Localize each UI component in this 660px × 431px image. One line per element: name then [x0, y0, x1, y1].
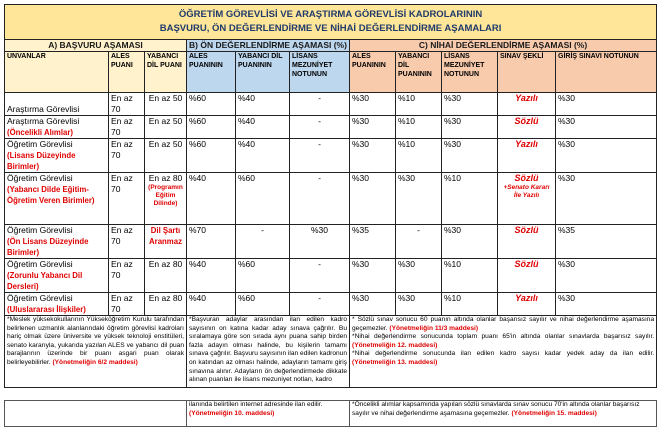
- b-ales-cell: %60: [187, 93, 236, 116]
- header-c-ales: ALES PUANININ: [350, 52, 396, 93]
- exam-type: Sözlü: [514, 225, 539, 235]
- table-row: [5, 116, 657, 139]
- exam-type: Sözlü: [514, 173, 539, 183]
- evaluation-table: [4, 4, 657, 388]
- exam-type: Yazılı: [515, 139, 538, 149]
- continuation-b: ilanında belirtilen internet adresinde ilan edilir. (Yönetmeliğin 10. maddesi): [187, 401, 350, 427]
- note-a: *Meslek yüksekokullarının Yükseköğretim Kurulu tarafından belirlenen uzmanlık alanlarındaki öğretim görevlisi kadroları hariç olmak üzere üniversite ve yüksek teknoloji enstitüleri, senato kararıyla, yukarıda yazılan ALES ve yabancı dil puan barajlarının üzerinde bir puanı asgari puan olarak belirleyebilirler. (Yönetmeliğin 6/2 maddesi): [5, 316, 187, 388]
- c-giris-cell: %30: [556, 93, 657, 116]
- b-ales-cell: %40: [187, 173, 236, 225]
- ydil-cell: En az 50: [145, 116, 187, 139]
- b-ydil-cell: %40: [236, 116, 290, 139]
- c-ales-cell: %30: [350, 293, 396, 316]
- c-ydil-cell: %30: [396, 293, 442, 316]
- note-a-ref: (Yönetmeliğin 6/2 maddesi): [52, 358, 138, 366]
- row-title: Öğretim Görevlisi (Ön Lisans Düzeyinde Birimler): [5, 225, 109, 259]
- note-b: *Başvuran adaylar arasından ilan edilen kadro sayısının on katına kadar aday sınava çağrılır. Bu sıralamaya göre son sırada aynı puana sahip birden fazla adayın olması halinde, bu kişilerin tamamı sınava çağrılır. Başvuru sayısının ilan edilen kadronun on katından az olması halinde, adayların tamamı giriş sınavına alınır. Adayların ön değerlendirmede dikkate alınan puanları ile lisans mezuniyet notları, kadro: [187, 316, 350, 388]
- row-subtitle: (Öncelikli Alımlar): [7, 128, 74, 137]
- b-lisans-cell: -: [290, 173, 350, 225]
- header-c-sinav: SINAV ŞEKLİ: [498, 52, 556, 93]
- b-lisans-cell: %30: [290, 225, 350, 259]
- c-ydil-cell: %30: [396, 173, 442, 225]
- table-row: [5, 225, 657, 259]
- row-title: Öğretim Görevlisi (Lisans Düzeyinde Birimler): [5, 139, 109, 173]
- exam-type: Sözlü: [514, 259, 539, 269]
- c-giris-cell: %30: [556, 293, 657, 316]
- ales-cell: En az 70: [109, 116, 145, 139]
- title-line-1: ÖĞRETİM GÖREVLİSİ VE ARAŞTIRMA GÖREVLİSİ KADROLARININ: [178, 9, 483, 20]
- ydil-cell: Dil Şartı Aranmaz: [145, 225, 187, 259]
- header-unvanlar: UNVANLAR: [5, 52, 109, 93]
- b-ydil-cell: -: [236, 225, 290, 259]
- b-ydil-cell: %60: [236, 259, 290, 293]
- ydil-cell: En az 80: [145, 259, 187, 293]
- c-ydil-cell: %10: [396, 116, 442, 139]
- row-title: Öğretim Görevlisi (Uluslararası İlişkiler): [5, 293, 109, 316]
- ydil-cell: En az 50: [145, 139, 187, 173]
- b-ales-cell: %70: [187, 225, 236, 259]
- row-subtitle: (Lisans Düzeyinde Birimler): [7, 151, 76, 171]
- b-lisans-cell: -: [290, 93, 350, 116]
- continuation-b-ref: (Yönetmeliğin 10. maddesi): [189, 409, 275, 417]
- section-b-heading: B) ÖN DEĞERLENDİRME AŞAMASI (%): [187, 40, 350, 52]
- row-title: Öğretim Görevlisi (Yabancı Dilde Eğitim-Öğretim Veren Birimler): [5, 173, 109, 225]
- c-sinav-cell: [498, 259, 556, 293]
- ales-cell: En az 70: [109, 225, 145, 259]
- table-row: [5, 293, 657, 316]
- ydil-note: (Programın Eğitim Dilinde): [148, 184, 183, 207]
- b-ydil-cell: %60: [236, 293, 290, 316]
- c-ales-cell: %30: [350, 93, 396, 116]
- note-c: * Sözlü sınav sonucu 60 puanın altında olanlar başarısız sayılır ve nihai değerlendirme aşamasına geçemezler. (Yönetmeliğin 11/3 maddesi) *Nihai değerlendirme sonucunda toplam puanı 65'in altında olanlar sınavlarda başarısız sayılır. (Yönetmeliğin 12. maddesi) *Nihai değerlendirme sonucunda ilan edilen kadro sayısı kadar yedek aday da ilan edilir. (Yönetmeliğin 13. maddesi): [350, 316, 657, 388]
- c-sinav-cell: [498, 93, 556, 116]
- table-row: [5, 259, 657, 293]
- b-ales-cell: %40: [187, 259, 236, 293]
- c-ydil-cell: %10: [396, 93, 442, 116]
- header-ales: ALES PUANI: [109, 52, 145, 93]
- ydil-cell: En az 50: [145, 93, 187, 116]
- row-title: Araştırma Görevlisi (Öncelikli Alımlar): [5, 116, 109, 139]
- ydil-cell: En az 80 (Programın Eğitim Dilinde): [145, 173, 187, 225]
- c-lisans-cell: %10: [442, 173, 498, 225]
- b-lisans-cell: -: [290, 139, 350, 173]
- c-ales-cell: %30: [350, 173, 396, 225]
- row-subtitle: (Yabancı Dilde Eğitim-Öğretim Veren Birimler): [7, 185, 95, 205]
- c-lisans-cell: %10: [442, 259, 498, 293]
- c-ydil-cell: %30: [396, 259, 442, 293]
- ales-cell: En az 70: [109, 259, 145, 293]
- note-c-ref-1: (Yönetmeliğin 11/3 maddesi): [389, 324, 479, 332]
- exam-type: Yazılı: [515, 93, 538, 103]
- c-ales-cell: %30: [350, 259, 396, 293]
- b-ydil-cell: %40: [236, 139, 290, 173]
- c-giris-cell: %30: [556, 259, 657, 293]
- table-row: [5, 173, 657, 225]
- section-c-heading: C) NİHAİ DEĞERLENDİRME AŞAMASI (%): [350, 40, 657, 52]
- table-row: [5, 139, 657, 173]
- c-ydil-cell: -: [396, 225, 442, 259]
- header-b-lisans: LİSANS MEZUNİYET NOTUNUN: [290, 52, 350, 93]
- b-ales-cell: %60: [187, 139, 236, 173]
- section-a-heading: A) BAŞVURU AŞAMASI: [5, 40, 187, 52]
- exam-type: Yazılı: [515, 293, 538, 303]
- b-ydil-cell: %40: [236, 93, 290, 116]
- b-lisans-cell: -: [290, 259, 350, 293]
- document-sheet: [4, 4, 656, 388]
- column-header-row: [5, 52, 657, 93]
- ales-cell: En az 70: [109, 93, 145, 116]
- b-ales-cell: %40: [187, 293, 236, 316]
- c-sinav-cell: [498, 116, 556, 139]
- ales-cell: En az 70: [109, 293, 145, 316]
- continuation-c: *Öncelikli alımlar kapsamında yapılan sözlü sınavlarda sınav sonucu 70'in altında olanlar başarısız sayılır ve nihai değerlendirme aşamasına geçemezler. (Yönetmeliğin 15. maddesi): [350, 401, 657, 427]
- row-subtitle: (Zorunlu Yabancı Dil Dersleri): [7, 271, 83, 291]
- c-lisans-cell: %30: [442, 93, 498, 116]
- row-title: Öğretim Görevlisi (Zorunlu Yabancı Dil Dersleri): [5, 259, 109, 293]
- c-sinav-cell: [498, 173, 556, 225]
- b-lisans-cell: -: [290, 116, 350, 139]
- row-subtitle: (Uluslararası İlişkiler): [7, 305, 86, 314]
- c-sinav-cell: [498, 293, 556, 316]
- row-subtitle: (Ön Lisans Düzeyinde Birimler): [7, 237, 89, 257]
- header-b-ydil: YABANCI DİL PUANININ: [236, 52, 290, 93]
- c-ales-cell: %30: [350, 116, 396, 139]
- c-sinav-cell: [498, 139, 556, 173]
- title-line-2: BAŞVURU, ÖN DEĞERLENDİRME VE NİHAİ DEĞERLENDİRME AŞAMALARI: [159, 23, 502, 34]
- table-row: [5, 93, 657, 116]
- note-c-ref-2: (Yönetmeliğin 12. maddesi): [352, 341, 438, 349]
- ales-cell: En az 70: [109, 173, 145, 225]
- c-ydil-cell: %10: [396, 139, 442, 173]
- c-ales-cell: %35: [350, 225, 396, 259]
- ydil-cell: En az 80: [145, 293, 187, 316]
- c-giris-cell: %30: [556, 116, 657, 139]
- notes-row: [5, 316, 657, 388]
- continuation-table: [4, 400, 657, 427]
- section-row: [5, 40, 657, 52]
- c-giris-cell: %35: [556, 225, 657, 259]
- c-lisans-cell: %30: [442, 225, 498, 259]
- c-lisans-cell: %10: [442, 293, 498, 316]
- title-row: [5, 5, 657, 40]
- header-c-ydil: YABANCI DİL PUANININ: [396, 52, 442, 93]
- header-c-lisans: LİSANS MEZUNİYET NOTUNUN: [442, 52, 498, 93]
- ales-cell: En az 70: [109, 139, 145, 173]
- continuation-c-ref: (Yönetmeliğin 15. maddesi): [511, 409, 597, 417]
- c-sinav-cell: [498, 225, 556, 259]
- exam-type: Sözlü: [514, 116, 539, 126]
- header-ydil: YABANCI DİL PUANI: [145, 52, 187, 93]
- row-title: Araştırma Görevlisi: [5, 93, 109, 116]
- c-giris-cell: %30: [556, 173, 657, 225]
- note-c-ref-3: (Yönetmeliğin 13. maddesi): [352, 358, 438, 366]
- document-title: [5, 5, 657, 40]
- header-c-giris: GİRİŞ SINAVI NOTUNUN: [556, 52, 657, 93]
- c-ales-cell: %30: [350, 139, 396, 173]
- b-ales-cell: %60: [187, 116, 236, 139]
- continuation-a: [5, 401, 187, 427]
- c-giris-cell: %30: [556, 139, 657, 173]
- c-lisans-cell: %30: [442, 116, 498, 139]
- b-ydil-cell: %60: [236, 173, 290, 225]
- continuation-block: [4, 400, 656, 427]
- c-lisans-cell: %30: [442, 139, 498, 173]
- exam-type-note: +Senato Kararı İle Yazılı: [503, 184, 550, 199]
- b-lisans-cell: -: [290, 293, 350, 316]
- header-b-ales: ALES PUANININ: [187, 52, 236, 93]
